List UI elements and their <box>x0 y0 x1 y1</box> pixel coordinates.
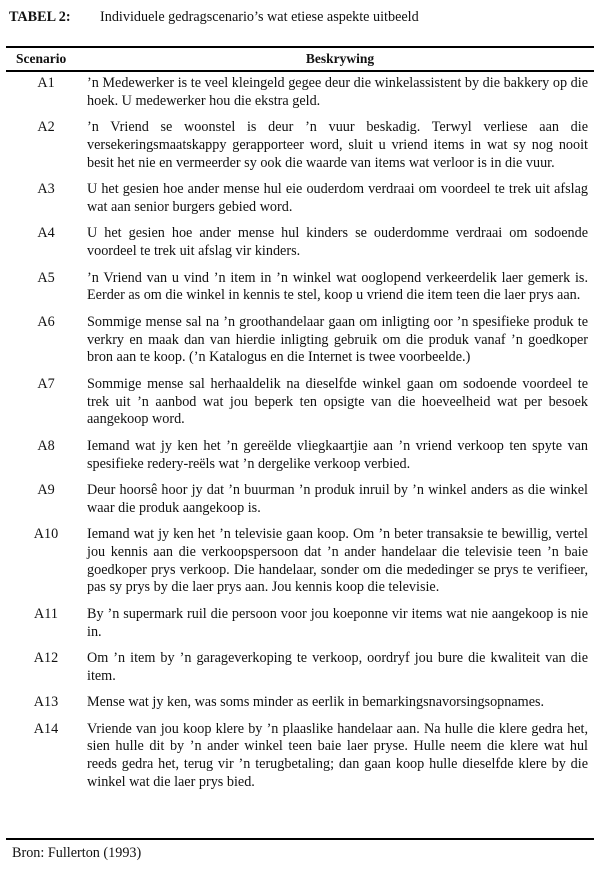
table-row <box>6 75 594 111</box>
scenario-id: A9 <box>37 481 55 498</box>
scenario-description: Sommige mense sal na ’n groothandelaar gaan om inligting oor ’n spesifieke produk te verkry en maak dan van hierdie inligting gebruik om die produk vanaf ’n goedkoper bron aan te koop. (’n Katalogus en die Internet is twee voorbeelde.) <box>87 313 588 366</box>
table-row <box>6 314 594 367</box>
scenario-description: ’n Vriend van u vind ’n item in ’n winkel wat ooglopend verkeerdelik laer gemerk is. Eerder as om die winkel in kennis te stel, koop u vriend die item teen die laer prys aan. <box>87 269 588 304</box>
scenario-id: A4 <box>37 225 55 242</box>
table-row <box>6 526 594 597</box>
scenario-id: A14 <box>33 720 59 737</box>
table-row <box>6 270 594 306</box>
table-row <box>6 181 594 217</box>
scenario-description: U het gesien hoe ander mense hul eie ouderdom verdraai om voordeel te trek uit afslag wat aan senior burgers gebied word. <box>87 181 588 215</box>
table-title: Individuele gedragscenario’s wat etiese aspekte uitbeeld <box>100 9 419 25</box>
table-body <box>6 75 594 800</box>
scenario-description: ’n Vriend se woonstel is deur ’n vuur beskadig. Terwyl verliese aan die versekeringsmaatskappy gerapporteer word, sluit u vriend items in wat sy nog nooit besit het nie en vermeerder sy ook die waarde van items wat verloor is in die vuur. <box>87 119 588 171</box>
scenario-description: Iemand wat jy ken het ’n televisie gaan koop. Om ’n beter transaksie te bewillig, vertel jou kennis aan die verkoopspersoon dat ’n ander handelaar die televisie teen ’n baie goedkoper prys verkoop. Die handelaar, sonder om die mededinger se prys te verifieer, pas sy prys by die laer prys aan. Jou kennis koop die televisie. <box>87 526 588 596</box>
source-note: Bron: Fullerton (1993) <box>12 845 142 861</box>
scenario-id: A6 <box>37 313 55 330</box>
scenario-id: A10 <box>33 526 59 543</box>
scenario-description: Mense wat jy ken, was soms minder as eerlik in bemarkingsnavorsingsopnames. <box>87 694 545 711</box>
table-row <box>6 650 594 686</box>
table-label: TABEL 2: <box>9 9 71 25</box>
header-scenario: Scenario <box>16 51 67 66</box>
scenario-id: A3 <box>37 181 55 198</box>
scenario-id: A11 <box>34 605 58 622</box>
scenario-description: By ’n supermark ruil die persoon voor jou koeponne vir items wat nie aangekoop is nie in. <box>87 605 588 640</box>
table-bottom-rule <box>6 838 594 840</box>
table-row <box>6 376 594 429</box>
table-row <box>6 119 594 172</box>
scenario-description: Om ’n item by ’n garageverkoping te verkoop, oordryf jou bure die kwaliteit van die item. <box>87 650 588 684</box>
scenario-description: ’n Medewerker is te veel kleingeld gegee deur die winkelassistent by die bakkery op die hoek. U medewerker hou die ekstra geld. <box>87 75 588 109</box>
table-row <box>6 482 594 518</box>
table-row <box>6 694 594 712</box>
scenario-id: A12 <box>33 650 59 667</box>
table-top-rule <box>6 46 594 48</box>
scenario-id: A13 <box>33 694 59 711</box>
scenario-description: U het gesien hoe ander mense hul kinders se ouderdomme verdraai om sodoende voordeel te trek uit afslag vir kinders. <box>87 225 588 260</box>
table-row <box>6 438 594 474</box>
table-caption <box>9 9 419 26</box>
scenario-id: A8 <box>37 437 55 454</box>
scenario-id: A2 <box>37 119 55 136</box>
table-row <box>6 721 594 792</box>
scenario-description: Iemand wat jy ken het ’n gereëlde vliegkaartjie aan ’n vriend verkoop ten spyte van spesifieke redery-reëls wat ’n dergelike verkoop verbied. <box>87 437 588 472</box>
table-header-rule <box>6 70 594 72</box>
scenario-description: Vriende van jou koop klere by ’n plaaslike handelaar aan. Na hulle die klere gedra het, sien hulle dit by ’n ander winkel teen baie laer pryse. Hulle neem die klere wat hul reeds gedra het, terug vir ’n terugbetaling; dan gaan koop hulle dieselfde klere by die winkel wat die laer prys bied. <box>87 720 588 791</box>
scenario-id: A7 <box>37 375 55 392</box>
table-row <box>6 225 594 261</box>
scenario-description: Deur hoorsê hoor jy dat ’n buurman ’n produk inruil by ’n winkel anders as die winkel waar die produk aangekoop is. <box>87 481 588 516</box>
scenario-description: Sommige mense sal herhaaldelik na dieselfde winkel gaan om sodoende voordeel te trek uit ’n aanbod wat jou beperk ten opsigte van die hoeveelheid wat per besoek aangekoop word. <box>87 375 588 428</box>
table-row <box>6 606 594 642</box>
table-header <box>6 49 594 69</box>
scenario-id: A5 <box>37 269 55 286</box>
header-beskrywing: Beskrywing <box>305 51 375 66</box>
scenario-id: A1 <box>37 75 55 91</box>
